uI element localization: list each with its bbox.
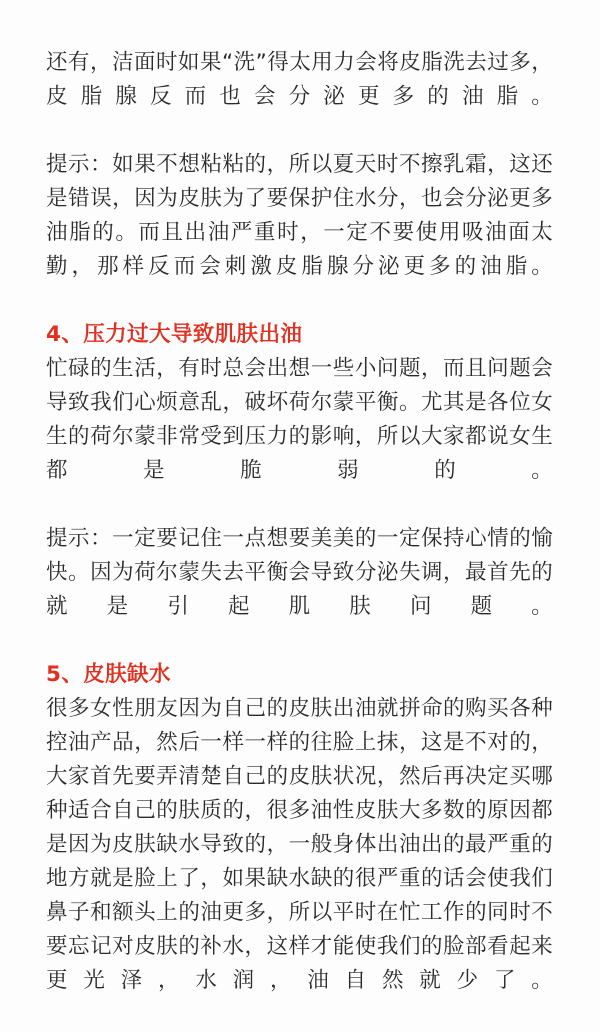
paragraph-tip-moisturizer: 提示：如果不想粘粘的，所以夏天时不擦乳霜，这还是错误，因为皮肤为了要保护住水分，也会分泌更多油脂的。而且出油严重时，一定不要使用吸油面太勤，那样反而会刺激皮脂腺分泌更多的油脂。 — [46, 152, 553, 279]
paragraph-dehydration-detail: 很多女性朋友因为自己的皮肤出油就拼命的购买各种控油产品，然后一样一样的往脸上抹，这是不对的，大家首先要弄清楚自己的皮肤状况，然后再决定买哪种适合自己的肤质的，很多油性皮肤大多数的原因都是因为皮肤缺水导致的，一般身体出油出的最严重的地方就是脸上了，如果缺水缺的很严重的话会使我们鼻子和额头上的油更多，所以平时在忙工作的同时不要忘记对皮肤的补水，这样才能使我们的脸部看起来更光泽，水润，油自然就少了。 — [46, 696, 553, 993]
heading-skin-dehydration: 5、皮肤缺水 — [46, 662, 171, 687]
article-body — [46, 46, 553, 1032]
heading-stress-causes-oily-skin: 4、压力过大导致肌肤出油 — [46, 322, 303, 347]
paragraph-tip-mood: 提示：一定要记住一点想要美美的一定保持心情的愉快。因为荷尔蒙失去平衡会导致分泌失调，最首先的就是引起肌肤问题。 — [46, 526, 553, 619]
paragraph-stress-hormones: 忙碌的生活，有时总会出想一些小问题，而且问题会导致我们心烦意乱，破坏荷尔蒙平衡。尤其是各位女生的荷尔蒙非常受到压力的影响，所以大家都说女生都是脆弱的。 — [46, 356, 553, 483]
paragraph-sebum-washing: 还有，洁面时如果“洗”得太用力会将皮脂洗去过多，皮脂腺反而也会分泌更多的油脂。 — [46, 50, 553, 109]
